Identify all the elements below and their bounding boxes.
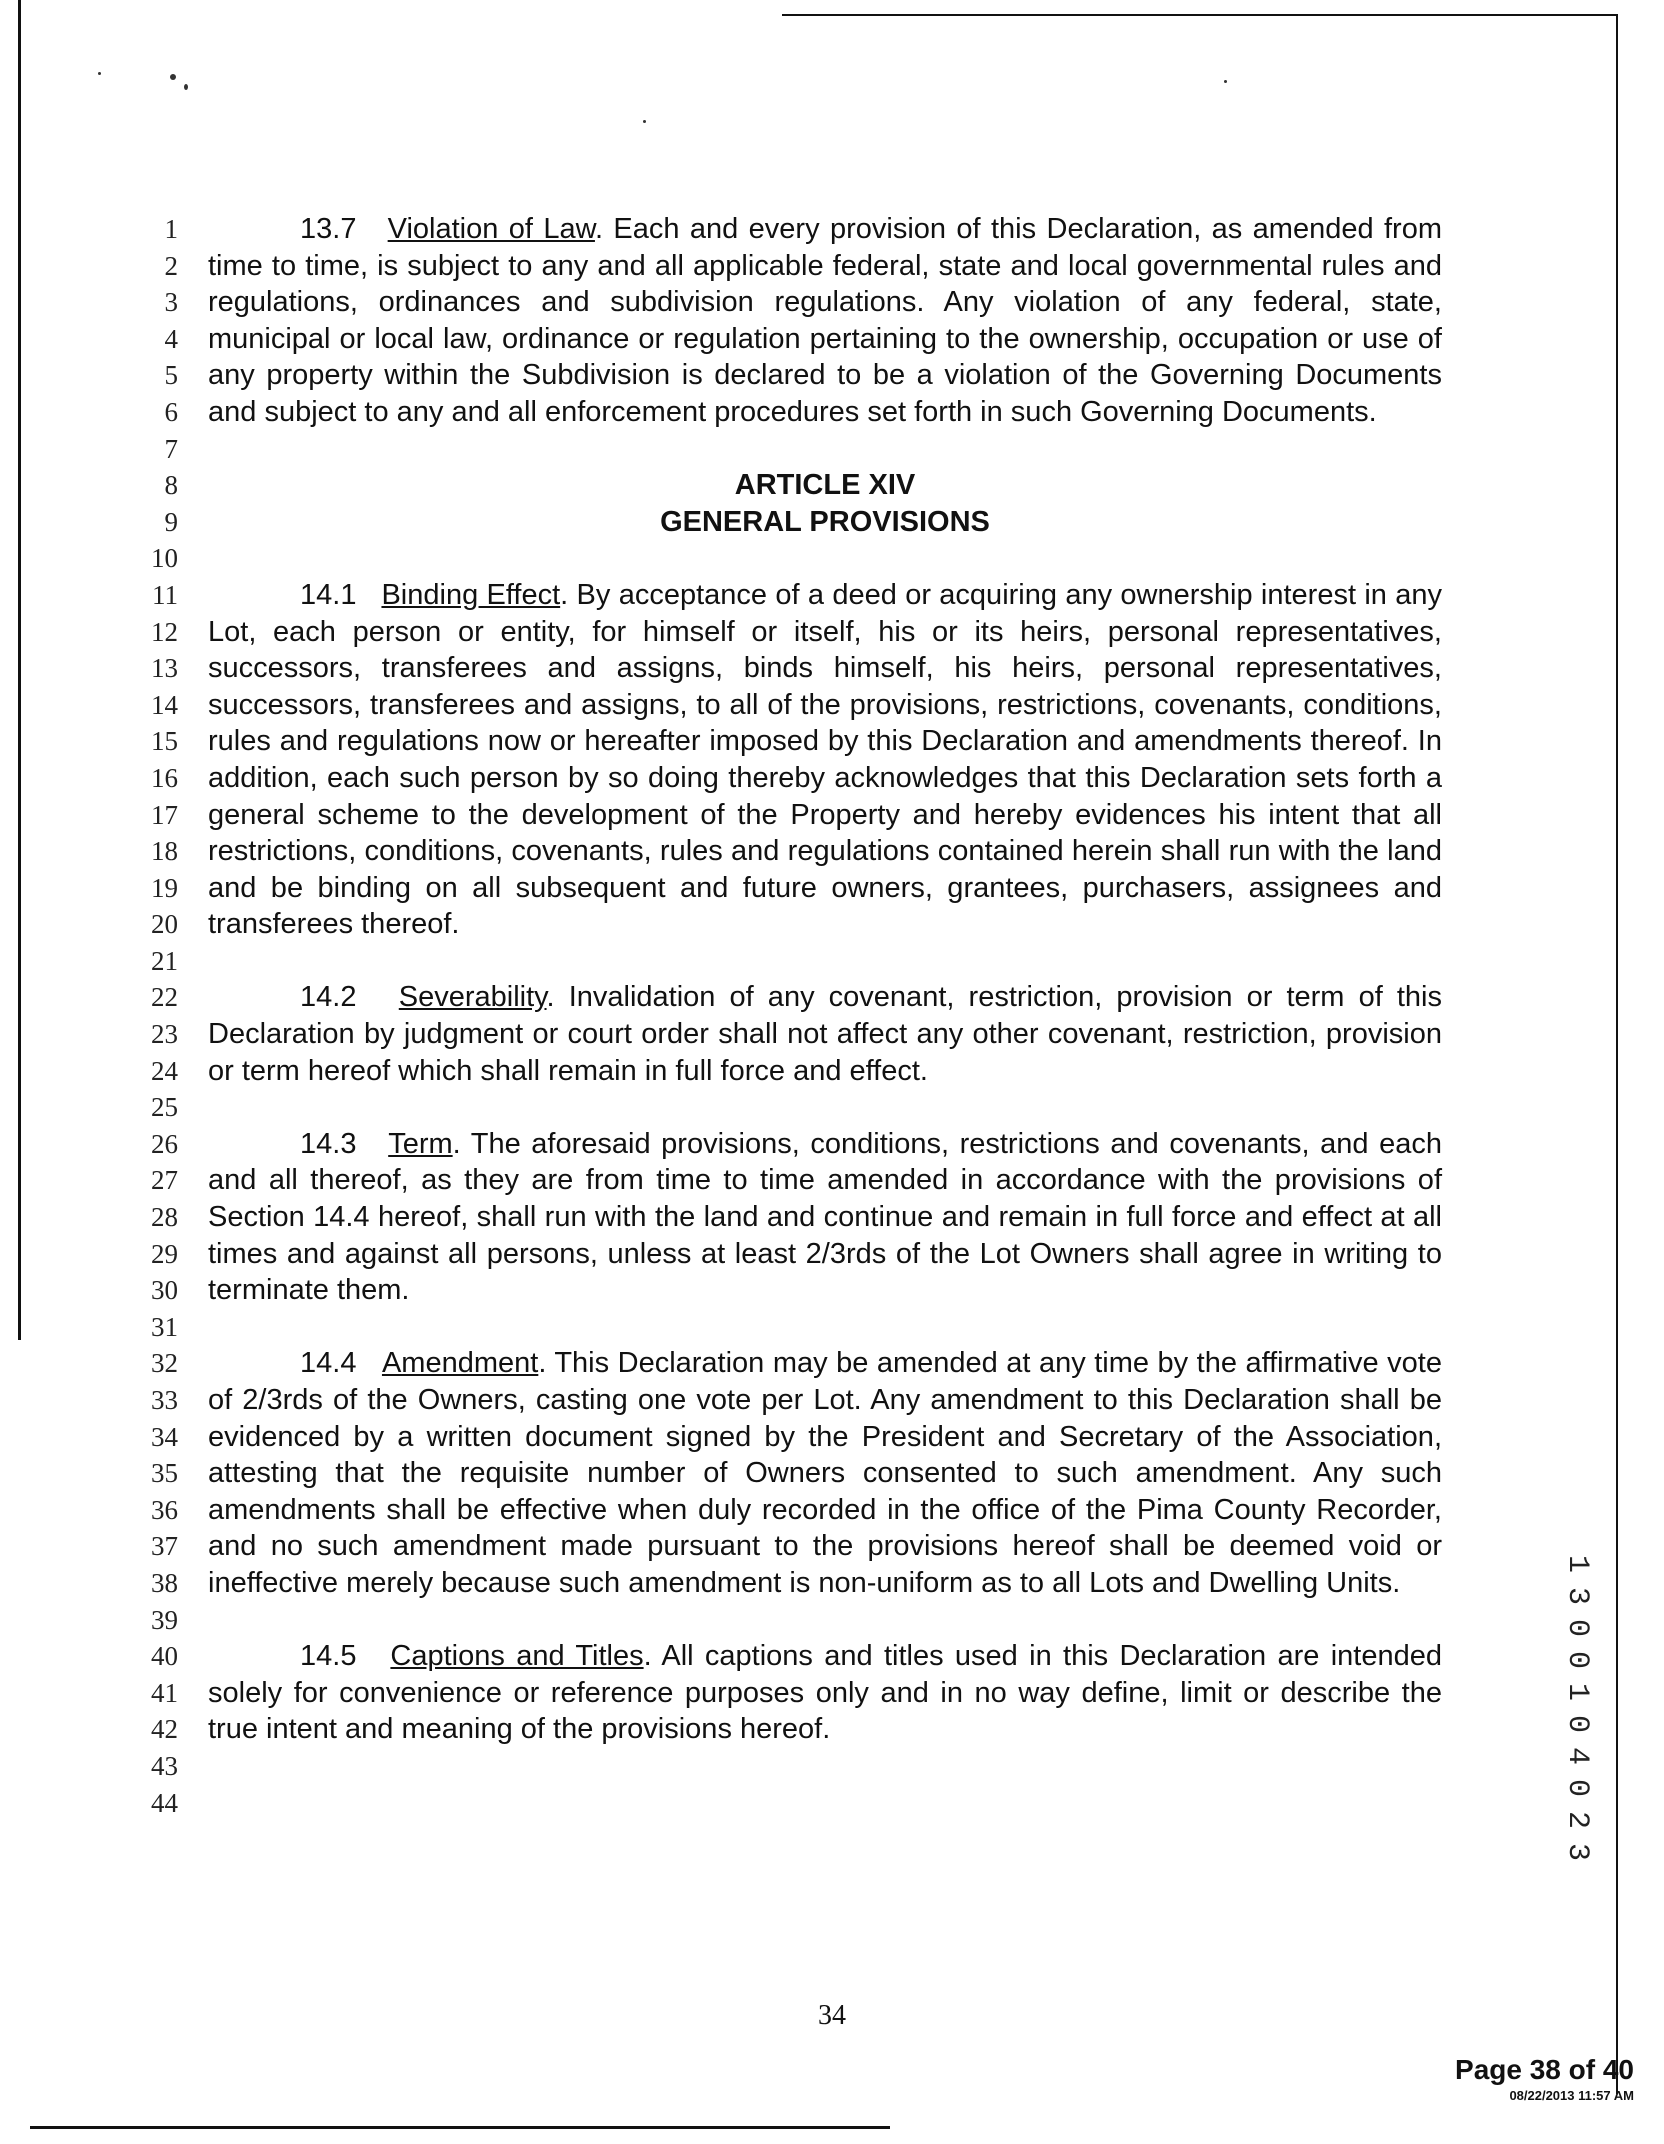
line-number: 1 <box>164 214 178 244</box>
line-number: 43 <box>151 1750 178 1781</box>
section-14-2 <box>208 979 1442 1089</box>
line-number: 39 <box>151 1604 178 1635</box>
scan-speck <box>170 74 176 80</box>
line-number: 32 <box>151 1348 178 1379</box>
blank-line <box>208 1089 1442 1126</box>
doc-id-char: 0 <box>1560 1618 1594 1637</box>
line-number: 30 <box>151 1275 178 1306</box>
line-number: 16 <box>151 762 178 793</box>
doc-id-char: 0 <box>1560 1650 1594 1669</box>
section-14-1 <box>208 577 1442 943</box>
line-number: 34 <box>151 1421 178 1452</box>
section-number: 14.4 <box>300 1347 357 1380</box>
line-number: 6 <box>164 396 178 427</box>
doc-id-char: 3 <box>1560 1842 1594 1861</box>
top-border-line <box>782 14 1618 16</box>
line-number: 10 <box>151 543 178 574</box>
line-number: 21 <box>151 945 178 976</box>
line-number: 26 <box>151 1128 178 1159</box>
doc-id-char: 1 <box>1560 1554 1594 1573</box>
section-heading: Captions and Titles <box>390 1640 644 1673</box>
line-number: 27 <box>151 1165 178 1196</box>
scan-speck <box>184 84 188 90</box>
line-number: 20 <box>151 909 178 940</box>
section-text: . The aforesaid provisions, conditions, restrictions and covenants, and each and all thereof, as they are from time to time amended in accordance with the provisions of Section 14.4 hereof, shall run with the land and continue and remain in full force and effect at all times and against all persons, unless at least 2/3rds of the Lot Owners shall agree in writing to terminate them. <box>208 1127 1443 1307</box>
document-body <box>208 211 1442 1748</box>
section-heading: Amendment <box>381 1347 539 1380</box>
blank-line <box>208 1309 1442 1346</box>
line-number: 35 <box>151 1458 178 1489</box>
section-number: 14.1 <box>300 578 357 611</box>
line-number: 33 <box>151 1385 178 1415</box>
line-number: 3 <box>164 287 178 318</box>
section-14-4 <box>208 1345 1442 1601</box>
scan-speck <box>1224 80 1227 83</box>
line-numbers <box>128 211 178 1821</box>
section-number: 14.3 <box>300 1127 357 1160</box>
line-number: 24 <box>151 1055 178 1086</box>
line-number: 14 <box>151 689 178 720</box>
line-number: 8 <box>164 470 178 501</box>
blank-line <box>208 540 1442 577</box>
section-number: 13.7 <box>300 213 357 245</box>
section-13-7 <box>208 211 1442 431</box>
section-14-3 <box>208 1126 1442 1309</box>
section-heading: Violation of Law <box>387 213 595 245</box>
section-text: . By acceptance of a deed or acquiring any ownership interest in any Lot, each person or entity, for himself or itself, his or its heirs, personal representatives, successors, transferees and assigns, binds himself, his heirs, personal representatives, successors, transferees and assigns, to all of the provisions, restrictions, covenants, conditions, rules and regulations now or hereafter imposed by this Declaration and amendments thereof. In addition, each such person by so doing thereby acknowledges that this Declaration sets forth a general scheme to the development of the Property and hereby evidences his intent that all restrictions, conditions, covenants, rules and regulations contained herein shall run with the land and be binding on all subsequent and future owners, grantees, purchasers, assignees and transferees thereof. <box>208 578 1443 941</box>
line-number: 42 <box>151 1714 178 1745</box>
page-of-label: Page 38 of 40 <box>1455 2054 1634 2085</box>
recorder-stamp <box>1455 2054 1634 2103</box>
article-subtitle: GENERAL PROVISIONS <box>660 505 990 538</box>
scan-speck <box>98 72 101 75</box>
section-number: 14.2 <box>300 981 357 1014</box>
section-text: . This Declaration may be amended at any time by the affirmative vote of 2/3rds of the Owners, casting one vote per Lot. Any amendment to this Declaration shall be evidenced by a written document signed by the President and Secretary of the Association, attesting that the requisite number of Owners consented to such amendment. Any such amendments shall be effective when duly recorded in the office of the Pima County Recorder, and no such amendment made pursuant to the provisions hereof shall be deemed void or ineffective merely because such amendment is non-uniform as to all Lots and Dwelling Units. <box>208 1347 1442 1599</box>
line-number: 22 <box>151 982 178 1013</box>
line-number: 28 <box>151 1202 178 1233</box>
blank-line <box>208 1602 1442 1639</box>
line-number: 15 <box>151 726 178 757</box>
blank-line <box>208 431 1442 468</box>
doc-id-char: 0 <box>1560 1714 1594 1733</box>
line-number: 9 <box>164 506 178 537</box>
line-number: 23 <box>151 1019 178 1050</box>
line-number: 7 <box>164 433 178 464</box>
section-14-5 <box>208 1638 1442 1748</box>
section-number: 14.5 <box>300 1640 357 1673</box>
bottom-border-line <box>30 2126 890 2129</box>
scan-speck <box>643 120 646 123</box>
line-number: 12 <box>151 616 178 647</box>
line-number: 37 <box>151 1531 178 1562</box>
right-border-line <box>1616 14 1618 2094</box>
line-number: 38 <box>151 1567 178 1598</box>
doc-id-char: 3 <box>1560 1586 1594 1605</box>
line-number: 31 <box>151 1311 178 1342</box>
line-number: 36 <box>151 1494 178 1525</box>
page-number: 34 <box>818 2000 846 2031</box>
section-heading: Term <box>388 1127 453 1160</box>
line-number: 4 <box>164 323 178 354</box>
blank-line <box>208 943 1442 980</box>
article-title: ARTICLE XIV <box>734 469 916 502</box>
doc-id-char: 4 <box>1560 1746 1594 1765</box>
line-number: 18 <box>151 836 178 867</box>
line-number: 2 <box>164 250 178 281</box>
line-number: 25 <box>151 1092 178 1123</box>
section-heading: Severability <box>398 981 547 1014</box>
section-text: . Each and every provision of this Declaration, as amended from time to time, is subject to any and all applicable federal, state and local governmental rules and regulations, ordinances and subdivision regulations. Any violation of any federal, state, municipal or local law, ordinance or regulation pertaining to the ownership, occupation or use of any property within the Subdivision is declared to be a violation of the Governing Documents and subject to any and all enforcement procedures set forth in such Governing Documents. <box>208 213 1442 428</box>
line-number: 13 <box>151 653 178 684</box>
section-text: . Invalidation of any covenant, restriction, provision or term of this Declaration by judgment or court order shall not affect any other covenant, restriction, provision or term hereof which shall remain in full force and effect. <box>208 981 1442 1087</box>
left-border-line <box>18 0 21 1340</box>
section-text: . All captions and titles used in this Declaration are intended solely for convenience or reference purposes only and in no way define, limit or describe the true intent and meaning of the provisions hereof. <box>208 1640 1442 1746</box>
line-number: 29 <box>151 1238 178 1269</box>
line-number: 5 <box>164 360 178 391</box>
line-number: 17 <box>151 799 178 830</box>
line-number: 41 <box>151 1677 178 1708</box>
recorded-datetime: 08/22/2013 11:57 AM <box>1509 2088 1634 2103</box>
section-heading: Binding Effect <box>381 578 561 611</box>
line-number: 19 <box>151 872 178 903</box>
recorder-document-id <box>1562 1548 1592 1868</box>
line-number: 11 <box>152 579 178 610</box>
line-number: 44 <box>151 1787 178 1818</box>
line-number: 40 <box>151 1641 178 1672</box>
doc-id-char: 0 <box>1560 1778 1594 1797</box>
doc-id-char: 2 <box>1560 1810 1594 1829</box>
doc-id-char: 1 <box>1560 1682 1594 1701</box>
